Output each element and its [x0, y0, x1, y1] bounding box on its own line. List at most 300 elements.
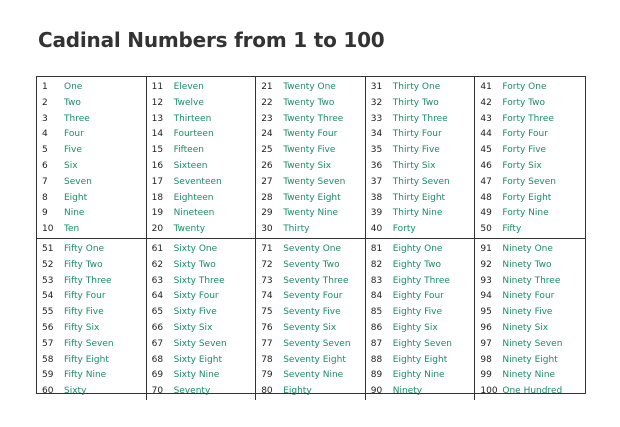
number-value: 61 [151, 243, 164, 254]
number-value: 57 [42, 338, 54, 349]
number-value: 55 [42, 307, 54, 318]
number-word: Thirty Two [392, 97, 439, 108]
number-word: Seventy Seven [283, 338, 351, 349]
number-word: Fifty Three [64, 275, 112, 286]
number-word: Forty Seven [502, 176, 556, 187]
number-value: 27 [261, 176, 273, 187]
table-row [475, 191, 585, 207]
number-value: 42 [480, 97, 492, 108]
table-row [147, 305, 256, 321]
number-word: Nine [64, 208, 85, 219]
number-word: Forty Eight [502, 192, 552, 203]
number-word: Twenty Eight [283, 192, 341, 203]
table-row [147, 337, 256, 353]
number-word: Sixteen [173, 160, 208, 171]
number-value: 77 [261, 338, 273, 349]
number-word: Two [64, 97, 81, 108]
number-word: Sixty Seven [173, 338, 227, 349]
number-block [256, 239, 366, 400]
number-value: 63 [151, 275, 164, 286]
number-word: Seventy Two [283, 259, 340, 270]
number-value: 71 [261, 243, 273, 254]
number-word: Five [64, 145, 82, 156]
number-word: Eighteen [173, 192, 214, 203]
number-value: 4 [42, 129, 48, 140]
number-word: Eight [64, 192, 88, 203]
number-value: 10 [42, 224, 54, 235]
numbers-table [36, 76, 586, 397]
number-value: 15 [151, 145, 164, 156]
number-word: Seventy [173, 386, 211, 397]
number-word: Twenty [173, 224, 206, 235]
number-word: Thirty Six [392, 160, 436, 171]
number-value: 17 [151, 176, 164, 187]
number-word: Ninety Eight [502, 354, 558, 365]
table-row [256, 289, 365, 305]
number-block [256, 77, 366, 239]
number-word: Fifty Eight [64, 354, 109, 365]
number-word: Eighty One [392, 243, 443, 254]
number-word: Forty Three [502, 113, 554, 124]
number-word: Seventy Four [283, 291, 343, 302]
number-block [147, 77, 257, 239]
table-row [147, 258, 256, 274]
number-value: 5 [42, 145, 48, 156]
number-value: 83 [370, 275, 383, 286]
table-row [147, 143, 256, 159]
number-word: Seven [64, 176, 92, 187]
table-row [147, 206, 256, 222]
number-value: 80 [261, 386, 273, 397]
table-row [37, 96, 146, 112]
table-row [256, 222, 365, 238]
number-value: 12 [151, 97, 164, 108]
number-value: 65 [151, 307, 164, 318]
number-value: 88 [370, 354, 383, 365]
table-row [366, 337, 475, 353]
number-value: 98 [480, 354, 492, 365]
number-word: Seventy Five [283, 307, 341, 318]
number-block [475, 239, 585, 400]
number-word: Twenty Nine [283, 208, 338, 219]
table-row [37, 242, 146, 258]
number-word: Seventy Six [283, 322, 337, 333]
number-word: Seventy One [283, 243, 342, 254]
number-word: Fifty Six [64, 322, 100, 333]
table-row [147, 191, 256, 207]
number-word: Forty Six [502, 160, 542, 171]
number-value: 11 [151, 82, 164, 92]
number-word: Sixty Eight [173, 354, 222, 365]
table-row [256, 159, 365, 175]
number-value: 34 [370, 129, 383, 140]
table-row [147, 242, 256, 258]
number-word: Twenty One [283, 82, 336, 92]
number-value: 51 [42, 243, 54, 254]
number-value: 100 [480, 386, 498, 397]
number-value: 66 [151, 322, 164, 333]
table-row [475, 206, 585, 222]
number-value: 22 [261, 97, 273, 108]
table-row [256, 175, 365, 191]
table-row [147, 96, 256, 112]
table-row [475, 127, 585, 143]
number-word: Ninety [392, 386, 423, 397]
number-word: One [64, 82, 83, 92]
number-block [366, 239, 476, 400]
number-block [366, 77, 476, 239]
number-value: 49 [480, 208, 492, 219]
table-row [147, 112, 256, 128]
number-word: Thirty Seven [392, 176, 450, 187]
number-value: 50 [480, 224, 492, 235]
number-value: 44 [480, 129, 492, 140]
table-row [475, 159, 585, 175]
table-row [366, 242, 475, 258]
number-word: Forty Four [502, 129, 548, 140]
number-value: 53 [42, 275, 54, 286]
number-word: Forty One [502, 82, 547, 92]
table-row [475, 274, 585, 290]
number-value: 23 [261, 113, 273, 124]
table-row [37, 206, 146, 222]
table-row [37, 305, 146, 321]
table-row [256, 242, 365, 258]
number-word: Sixty Six [173, 322, 213, 333]
table-row [366, 159, 475, 175]
number-value: 14 [151, 129, 164, 140]
table-row [256, 368, 365, 384]
table-row [256, 191, 365, 207]
table-row [147, 127, 256, 143]
number-word: Sixty Five [173, 307, 217, 318]
number-word: Eighty Seven [392, 338, 452, 349]
number-word: Thirty Three [392, 113, 448, 124]
number-word: Forty Five [502, 145, 547, 156]
number-word: Eighty Five [392, 307, 443, 318]
number-word: Sixty One [173, 243, 218, 254]
number-word: Thirty [283, 224, 310, 235]
number-value: 20 [151, 224, 164, 235]
table-row [256, 321, 365, 337]
number-word: Forty Two [502, 97, 546, 108]
number-value: 33 [370, 113, 383, 124]
table-row [366, 368, 475, 384]
number-value: 35 [370, 145, 383, 156]
number-value: 97 [480, 338, 492, 349]
number-word: Eighty Four [392, 291, 444, 302]
number-value: 62 [151, 259, 164, 270]
number-word: Twenty Two [283, 97, 335, 108]
table-row [37, 353, 146, 369]
number-word: One Hundred [502, 386, 563, 397]
table-row [256, 80, 365, 96]
number-value: 81 [370, 243, 383, 254]
table-row [475, 368, 585, 384]
number-value: 79 [261, 370, 273, 381]
number-value: 7 [42, 176, 48, 187]
number-word: Ninety Five [502, 307, 553, 318]
number-value: 89 [370, 370, 383, 381]
number-value: 16 [151, 160, 164, 171]
number-value: 91 [480, 243, 492, 254]
number-value: 69 [151, 370, 164, 381]
table-row [475, 112, 585, 128]
number-word: Forty [392, 224, 416, 235]
table-row [366, 80, 475, 96]
number-value: 32 [370, 97, 383, 108]
number-word: Nineteen [173, 208, 215, 219]
table-row [256, 96, 365, 112]
number-value: 84 [370, 291, 383, 302]
table-row [37, 289, 146, 305]
number-value: 78 [261, 354, 273, 365]
table-row [37, 337, 146, 353]
table-row [256, 127, 365, 143]
table-row [37, 159, 146, 175]
number-word: Eighty Nine [392, 370, 445, 381]
number-value: 95 [480, 307, 492, 318]
table-row [147, 175, 256, 191]
number-word: Ninety Nine [502, 370, 556, 381]
table-row [366, 206, 475, 222]
table-row [366, 305, 475, 321]
table-row [475, 143, 585, 159]
number-value: 72 [261, 259, 273, 270]
number-word: Ninety Seven [502, 338, 563, 349]
number-value: 8 [42, 192, 48, 203]
number-word: Thirty Nine [392, 208, 443, 219]
number-word: Sixty [64, 386, 87, 397]
number-word: Six [64, 160, 78, 171]
number-value: 29 [261, 208, 273, 219]
table-row [475, 258, 585, 274]
number-value: 52 [42, 259, 54, 270]
number-word: Eighty Eight [392, 354, 448, 365]
number-word: Thirty Four [392, 129, 442, 140]
table-row [475, 242, 585, 258]
number-value: 48 [480, 192, 492, 203]
number-value: 76 [261, 322, 273, 333]
number-value: 45 [480, 145, 492, 156]
table-row [475, 321, 585, 337]
number-word: Thirty One [392, 82, 441, 92]
table-row [147, 321, 256, 337]
table-row [147, 159, 256, 175]
table-row [366, 384, 475, 400]
number-word: Ten [64, 224, 80, 235]
number-value: 9 [42, 208, 48, 219]
number-value: 47 [480, 176, 492, 187]
number-word: Forty Nine [502, 208, 549, 219]
number-value: 40 [370, 224, 383, 235]
table-row [366, 96, 475, 112]
number-word: Fourteen [173, 129, 214, 140]
number-value: 21 [261, 82, 273, 92]
number-value: 1 [42, 82, 48, 92]
number-value: 2 [42, 97, 48, 108]
number-word: Ninety Six [502, 322, 549, 333]
number-word: Twenty Five [283, 145, 336, 156]
table-row [475, 175, 585, 191]
number-word: Fifteen [173, 145, 204, 156]
number-word: Fifty Four [64, 291, 106, 302]
number-word: Four [64, 129, 84, 140]
number-value: 94 [480, 291, 492, 302]
number-value: 85 [370, 307, 383, 318]
number-value: 13 [151, 113, 164, 124]
number-value: 6 [42, 160, 48, 171]
number-word: Fifty Two [64, 259, 103, 270]
table-row [147, 384, 256, 400]
table-row [256, 143, 365, 159]
number-value: 73 [261, 275, 273, 286]
table-row [366, 258, 475, 274]
number-word: Twenty Six [283, 160, 332, 171]
number-value: 75 [261, 307, 273, 318]
table-row [147, 368, 256, 384]
number-value: 59 [42, 370, 54, 381]
number-word: Eighty Two [392, 259, 441, 270]
number-word: Three [64, 113, 90, 124]
table-row [37, 258, 146, 274]
number-value: 38 [370, 192, 383, 203]
table-row [37, 274, 146, 290]
number-word: Sixty Nine [173, 370, 220, 381]
table-row [37, 175, 146, 191]
table-row [37, 112, 146, 128]
table-row [366, 112, 475, 128]
table-row [37, 127, 146, 143]
table-row [256, 274, 365, 290]
number-value: 18 [151, 192, 164, 203]
table-row [37, 321, 146, 337]
number-value: 24 [261, 129, 273, 140]
number-value: 3 [42, 113, 48, 124]
table-row [366, 321, 475, 337]
number-word: Thirty Five [392, 145, 440, 156]
number-value: 99 [480, 370, 492, 381]
number-value: 46 [480, 160, 492, 171]
number-value: 25 [261, 145, 273, 156]
number-block [37, 239, 147, 400]
number-value: 70 [151, 386, 164, 397]
number-word: Twenty Three [283, 113, 344, 124]
number-value: 30 [261, 224, 273, 235]
table-row [475, 222, 585, 238]
table-row [366, 353, 475, 369]
number-word: Seventy Eight [283, 354, 346, 365]
table-row [475, 305, 585, 321]
table-row [256, 258, 365, 274]
number-value: 86 [370, 322, 383, 333]
number-value: 36 [370, 160, 383, 171]
number-value: 64 [151, 291, 164, 302]
table-row [37, 80, 146, 96]
table-row [147, 353, 256, 369]
number-word: Seventy Nine [283, 370, 344, 381]
number-value: 56 [42, 322, 54, 333]
table-row [147, 274, 256, 290]
number-word: Fifty Seven [64, 338, 114, 349]
table-row [147, 222, 256, 238]
table-row [37, 191, 146, 207]
number-value: 92 [480, 259, 492, 270]
table-row [256, 112, 365, 128]
table-row [366, 175, 475, 191]
number-value: 93 [480, 275, 492, 286]
number-word: Eighty [283, 386, 312, 397]
table-row [147, 80, 256, 96]
number-word: Twenty Four [283, 129, 338, 140]
number-value: 96 [480, 322, 492, 333]
number-word: Ninety Three [502, 275, 561, 286]
number-value: 60 [42, 386, 54, 397]
table-row [256, 384, 365, 400]
table-row [366, 289, 475, 305]
number-block [147, 239, 257, 400]
table-row [475, 96, 585, 112]
table-row [366, 222, 475, 238]
table-row [37, 143, 146, 159]
number-value: 39 [370, 208, 383, 219]
number-word: Seventeen [173, 176, 222, 187]
table-row [475, 353, 585, 369]
table-row [256, 206, 365, 222]
number-value: 41 [480, 82, 492, 92]
table-row [256, 353, 365, 369]
number-word: Eleven [173, 82, 204, 92]
table-row [366, 127, 475, 143]
number-word: Twenty Seven [283, 176, 346, 187]
number-value: 68 [151, 354, 164, 365]
table-row [475, 80, 585, 96]
number-value: 43 [480, 113, 492, 124]
number-word: Ninety One [502, 243, 553, 254]
number-value: 28 [261, 192, 273, 203]
number-value: 87 [370, 338, 383, 349]
number-word: Fifty Nine [64, 370, 107, 381]
number-block [475, 77, 585, 239]
number-word: Fifty Five [64, 307, 104, 318]
number-word: Ninety Two [502, 259, 552, 270]
number-value: 26 [261, 160, 273, 171]
table-row [366, 143, 475, 159]
number-word: Sixty Three [173, 275, 225, 286]
table-row [37, 222, 146, 238]
number-value: 82 [370, 259, 383, 270]
number-value: 31 [370, 82, 383, 92]
table-row [256, 305, 365, 321]
number-value: 74 [261, 291, 273, 302]
number-value: 37 [370, 176, 383, 187]
table-row [366, 191, 475, 207]
number-value: 54 [42, 291, 54, 302]
number-value: 90 [370, 386, 383, 397]
number-value: 67 [151, 338, 164, 349]
table-row [147, 289, 256, 305]
number-word: Eighty Six [392, 322, 438, 333]
number-value: 19 [151, 208, 164, 219]
number-word: Ninety Four [502, 291, 555, 302]
number-block [37, 77, 147, 239]
table-row [366, 274, 475, 290]
number-word: Fifty One [64, 243, 105, 254]
table-row [475, 337, 585, 353]
number-word: Thirteen [173, 113, 212, 124]
table-row [475, 289, 585, 305]
table-row [37, 368, 146, 384]
